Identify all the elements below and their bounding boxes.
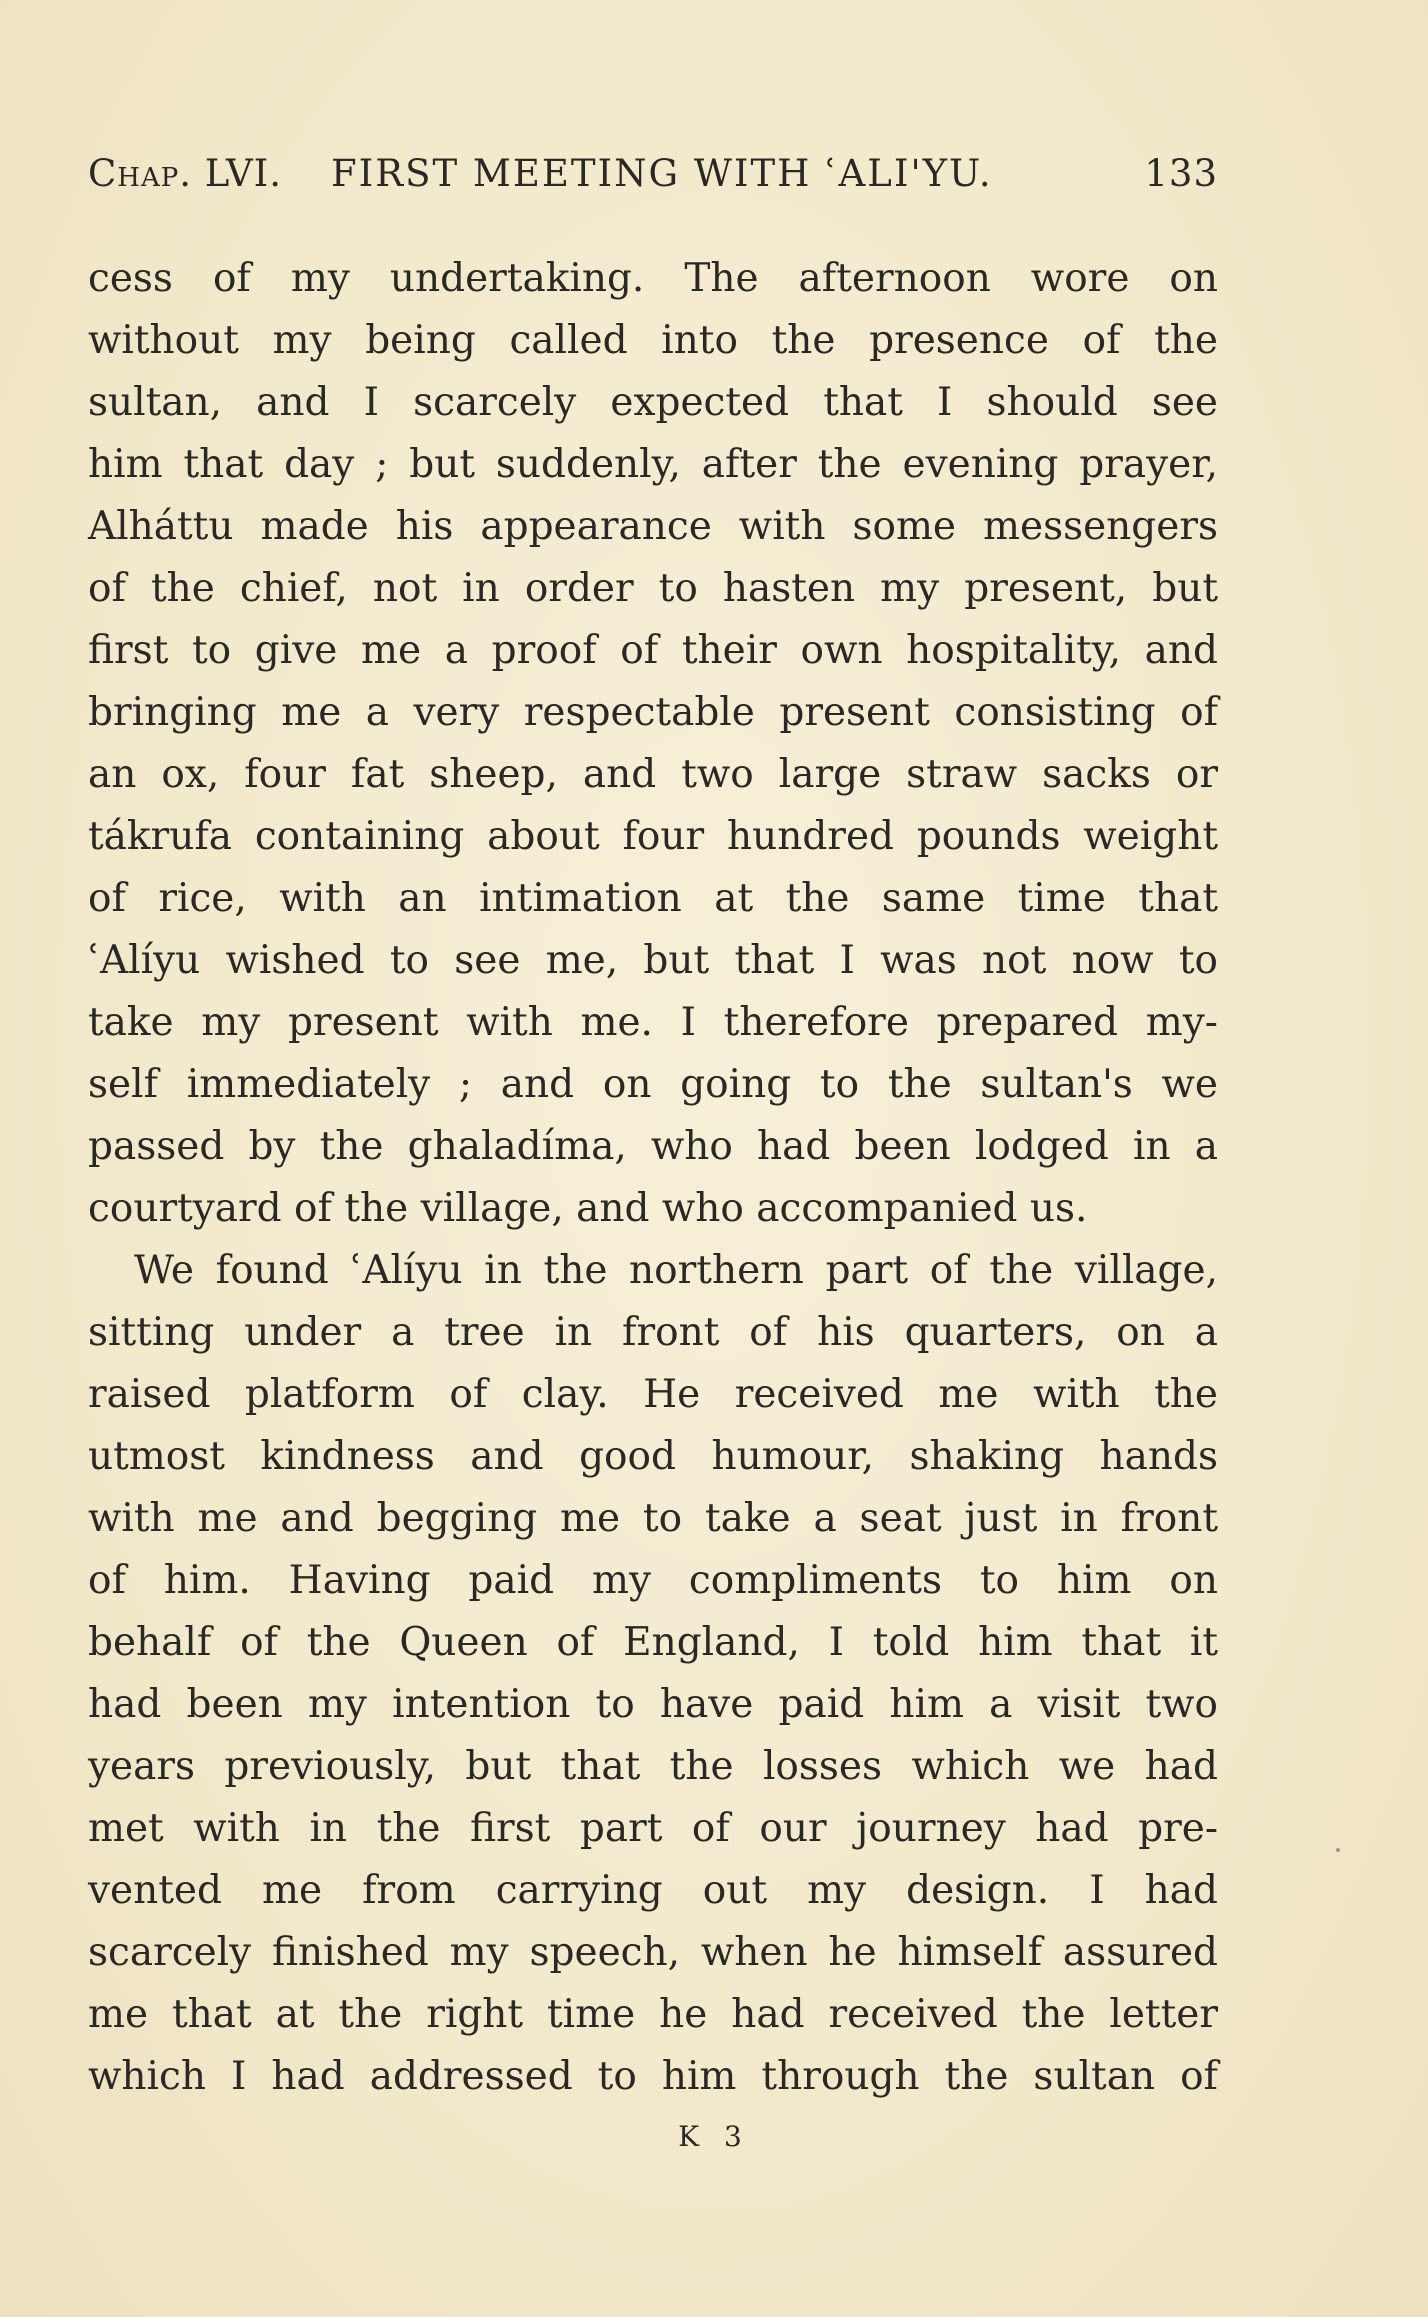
text-line: scarcely finished my speech, when he himself assured [88, 1930, 1218, 1975]
text-line: utmost kindness and good humour, shaking hands [88, 1434, 1218, 1479]
text-line: passed by the ghaladíma, who had been lodged in a [88, 1124, 1218, 1169]
body-text [88, 248, 1218, 2108]
text-line: years previously, but that the losses which we had [88, 1744, 1218, 1789]
text-line: behalf of the Queen of England, I told him that it [88, 1620, 1218, 1665]
text-line: raised platform of clay. He received me with the [88, 1372, 1218, 1417]
text-line: without my being called into the presence of the [88, 318, 1218, 363]
text-line: first to give me a proof of their own hospitality, and [88, 628, 1218, 673]
paragraph-start-line: We found ʿAlíyu in the northern part of the village, [134, 1248, 1218, 1293]
text-line: self immediately ; and on going to the sultan's we [88, 1062, 1218, 1107]
signature-mark: K 3 [678, 2120, 750, 2153]
text-line: met with in the first part of our journey had pre- [88, 1806, 1218, 1851]
text-line: him that day ; but suddenly, after the evening prayer, [88, 442, 1218, 487]
text-line: an ox, four fat sheep, and two large straw sacks or [88, 752, 1218, 797]
text-line: with me and begging me to take a seat just in front [88, 1496, 1218, 1541]
paper-speck [1336, 1848, 1340, 1852]
text-line: of the chief, not in order to hasten my present, but [88, 566, 1218, 611]
text-line: of rice, with an intimation at the same time that [88, 876, 1218, 921]
text-line: ʿAlíyu wished to see me, but that I was not now to [88, 938, 1218, 983]
text-line: me that at the right time he had received the letter [88, 1992, 1218, 2037]
text-line: bringing me a very respectable present consisting of [88, 690, 1218, 735]
paragraph-end-line: courtyard of the village, and who accompanied us. [88, 1186, 1088, 1231]
running-title: FIRST MEETING WITH ʿALI'YU. [331, 152, 993, 195]
running-header [88, 152, 1218, 212]
text-line: Alháttu made his appearance with some messengers [88, 504, 1218, 549]
text-line: vented me from carrying out my design. I had [88, 1868, 1218, 1913]
page-number: 133 [1144, 152, 1218, 195]
text-line: sitting under a tree in front of his quarters, on a [88, 1310, 1218, 1355]
text-line: which I had addressed to him through the sultan of [88, 2054, 1218, 2099]
text-line: take my present with me. I therefore prepared my- [88, 1000, 1218, 1045]
chapter-label: Chap. LVI. [88, 152, 283, 195]
text-line: cess of my undertaking. The afternoon wore on [88, 256, 1218, 301]
text-line: sultan, and I scarcely expected that I should see [88, 380, 1218, 425]
text-line: of him. Having paid my compliments to him on [88, 1558, 1218, 1603]
text-line: had been my intention to have paid him a visit two [88, 1682, 1218, 1727]
text-line: tákrufa containing about four hundred pounds weight [88, 814, 1218, 859]
